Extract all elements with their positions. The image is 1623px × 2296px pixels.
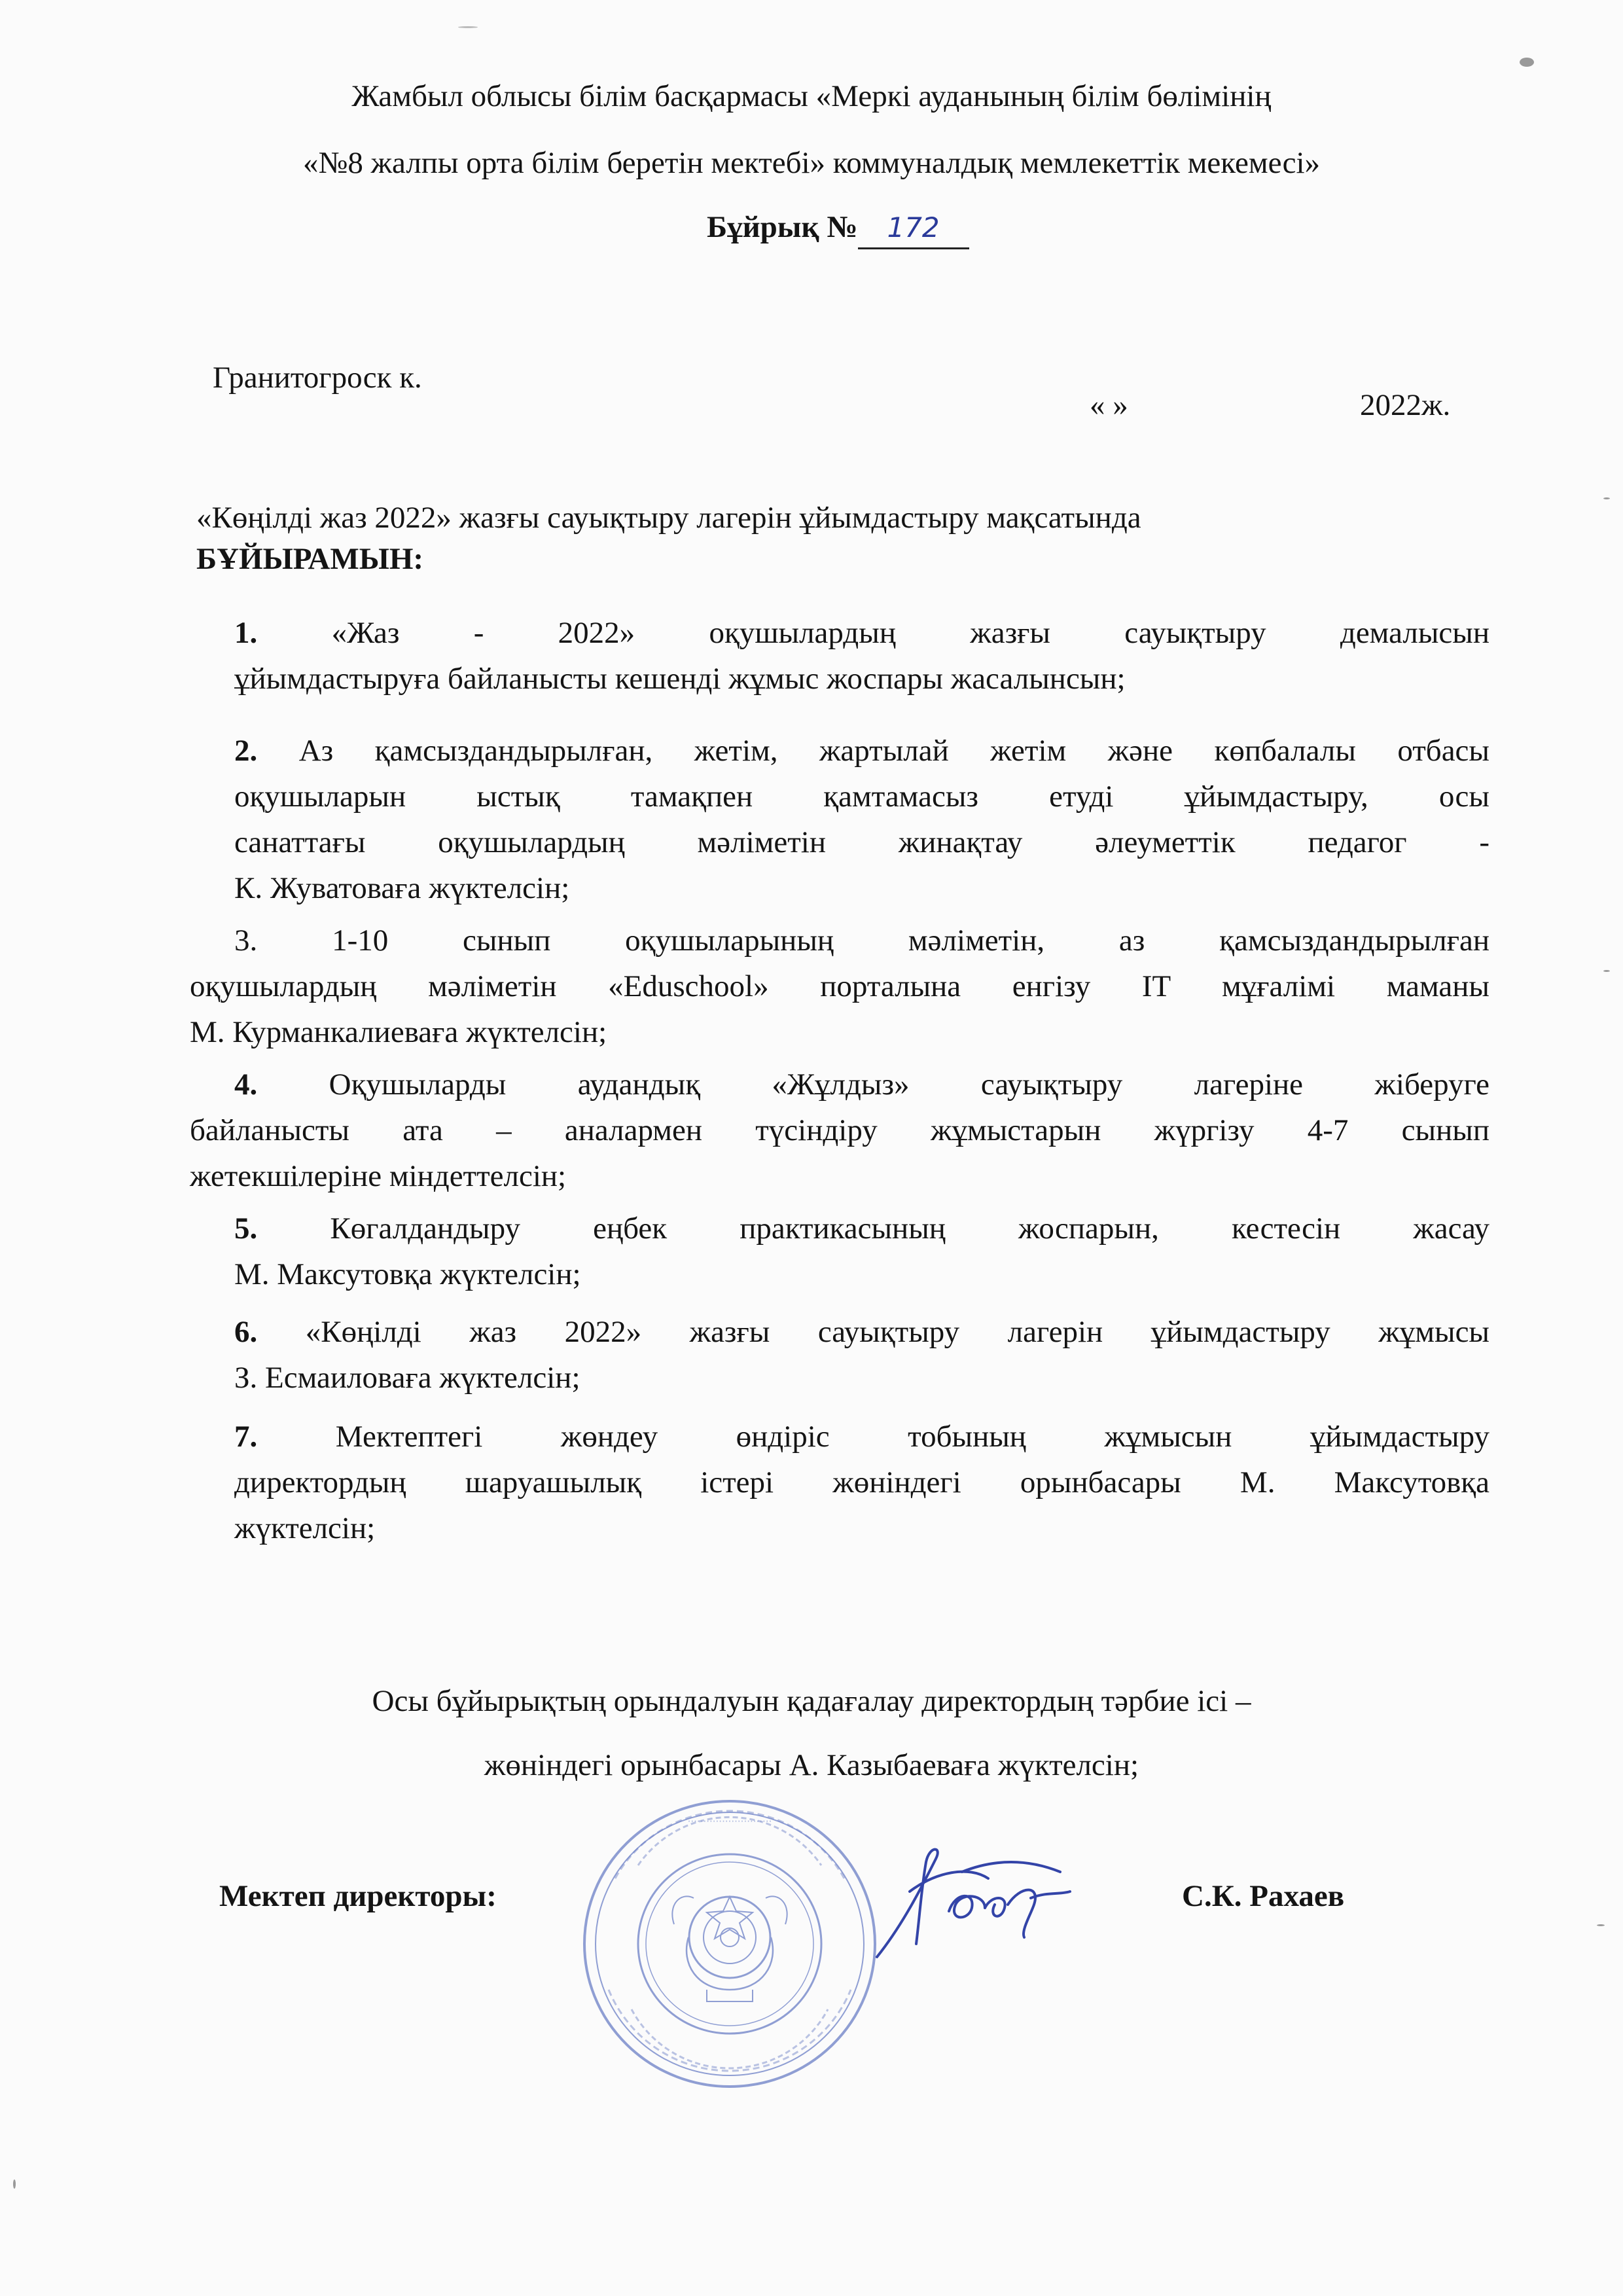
item-7-line-2: директордың шаруашылық істері жөніндегі орынбасары М. Максутовқа bbox=[234, 1465, 1489, 1499]
item-6-line-1: 6. «Көңілді жаз 2022» жазғы сауықтыру лагерін ұйымдастыру жұмысы bbox=[234, 1315, 1490, 1349]
date-year: 2022ж. bbox=[1360, 388, 1451, 422]
scan-speck bbox=[1603, 970, 1610, 972]
item-6-line-2: З. Есмаиловаға жүктелсін; bbox=[234, 1361, 580, 1395]
item-4-line-3: жетекшілеріне міндеттелсін; bbox=[190, 1159, 567, 1193]
item-4-line-1: 4. Оқушыларды аудандық «Жұлдыз» сауықтыру лагеріне жіберуге bbox=[234, 1067, 1489, 1102]
scan-speck bbox=[458, 26, 478, 28]
item-2-line-1: 2. Аз қамсыздандырылған, жетім, жартылай жетім және көпбалалы отбасы bbox=[234, 734, 1489, 768]
list-item-7 bbox=[234, 1414, 1489, 1551]
item-4-line-2: байланысты ата – аналармен түсіндіру жұмыстарын жүргізу 4-7 сынып bbox=[190, 1113, 1489, 1147]
handwritten-signature bbox=[864, 1833, 1080, 1964]
director-label: Мектеп директоры: bbox=[219, 1879, 497, 1913]
svg-text:···························: ··························· bbox=[687, 1816, 772, 1827]
scan-speck bbox=[13, 2179, 16, 2189]
director-name: С.К. Рахаев bbox=[1182, 1879, 1345, 1913]
place: Гранитогроск к. bbox=[213, 361, 422, 395]
item-7-line-3: жүктелсін; bbox=[234, 1511, 376, 1545]
list-item-6 bbox=[234, 1309, 1489, 1401]
purpose-text: «Көңілді жаз 2022» жазғы сауықтыру лагерін ұйымдастыру мақсатында bbox=[196, 501, 1141, 535]
list-item-3 bbox=[190, 918, 1489, 1055]
control-line-2: жөніндегі орынбасары А. Казыбаеваға жүктелсін; bbox=[484, 1748, 1139, 1782]
date-quotes: « » bbox=[1090, 388, 1128, 422]
header-line-2: «№8 жалпы орта білім беретін мектебі» коммуналдық мемлекеттік мекемесі» bbox=[302, 146, 1321, 180]
scan-speck bbox=[1603, 497, 1610, 499]
order-number-handwritten: 172 bbox=[858, 211, 969, 249]
order-label: Бұйрық № bbox=[707, 210, 858, 244]
scan-speck bbox=[1520, 58, 1534, 67]
list-item-4 bbox=[190, 1062, 1489, 1199]
scan-speck bbox=[1597, 1924, 1605, 1926]
control-line-1: Осы бұйырықтың орындалуын қадағалау директордың тәрбие ісі – bbox=[372, 1684, 1251, 1718]
item-1-line-1: 1. «Жаз - 2022» оқушылардың жазғы сауықтыру демалысын bbox=[234, 616, 1489, 650]
item-3-line-1: 3. 1-10 сынып оқушыларының мәліметін, аз қамсыздандырылған bbox=[234, 924, 1489, 958]
order-verb: БҰЙЫРАМЫН: bbox=[196, 542, 424, 576]
item-3-line-2: оқушылардың мәліметін «Eduschool» порталына енгізу IT мұғалімі маманы bbox=[190, 969, 1489, 1003]
item-7-line-1: 7. Мектептегі жөндеу өндіріс тобының жұмысын ұйымдастыру bbox=[234, 1420, 1490, 1454]
header-line-1: Жамбыл облысы білім басқармасы «Меркі ауданының білім бөлімінің bbox=[351, 79, 1272, 113]
list-item-2 bbox=[234, 728, 1489, 911]
list-item-1 bbox=[234, 610, 1489, 702]
item-5-line-2: М. Максутовқа жүктелсін; bbox=[234, 1257, 581, 1291]
list-item-5 bbox=[234, 1206, 1489, 1297]
order-title bbox=[707, 208, 969, 249]
item-1-line-2: ұйымдастыруға байланысты кешенді жұмыс жоспары жасалынсын; bbox=[234, 662, 1126, 696]
item-3-line-3: М. Курманкалиеваға жүктелсін; bbox=[190, 1015, 607, 1049]
item-5-line-1: 5. Көгалдандыру еңбек практикасының жоспарын, кестесін жасау bbox=[234, 1211, 1490, 1246]
item-2-line-3: санаттағы оқушылардың мәліметін жинақтау әлеуметтік педагог - bbox=[234, 825, 1489, 859]
item-2-line-4: К. Жуватоваға жүктелсін; bbox=[234, 871, 570, 905]
official-seal-stamp bbox=[576, 1793, 883, 2094]
item-2-line-2: оқушыларын ыстық тамақпен қамтамасыз етуді ұйымдастыру, осы bbox=[234, 780, 1489, 814]
